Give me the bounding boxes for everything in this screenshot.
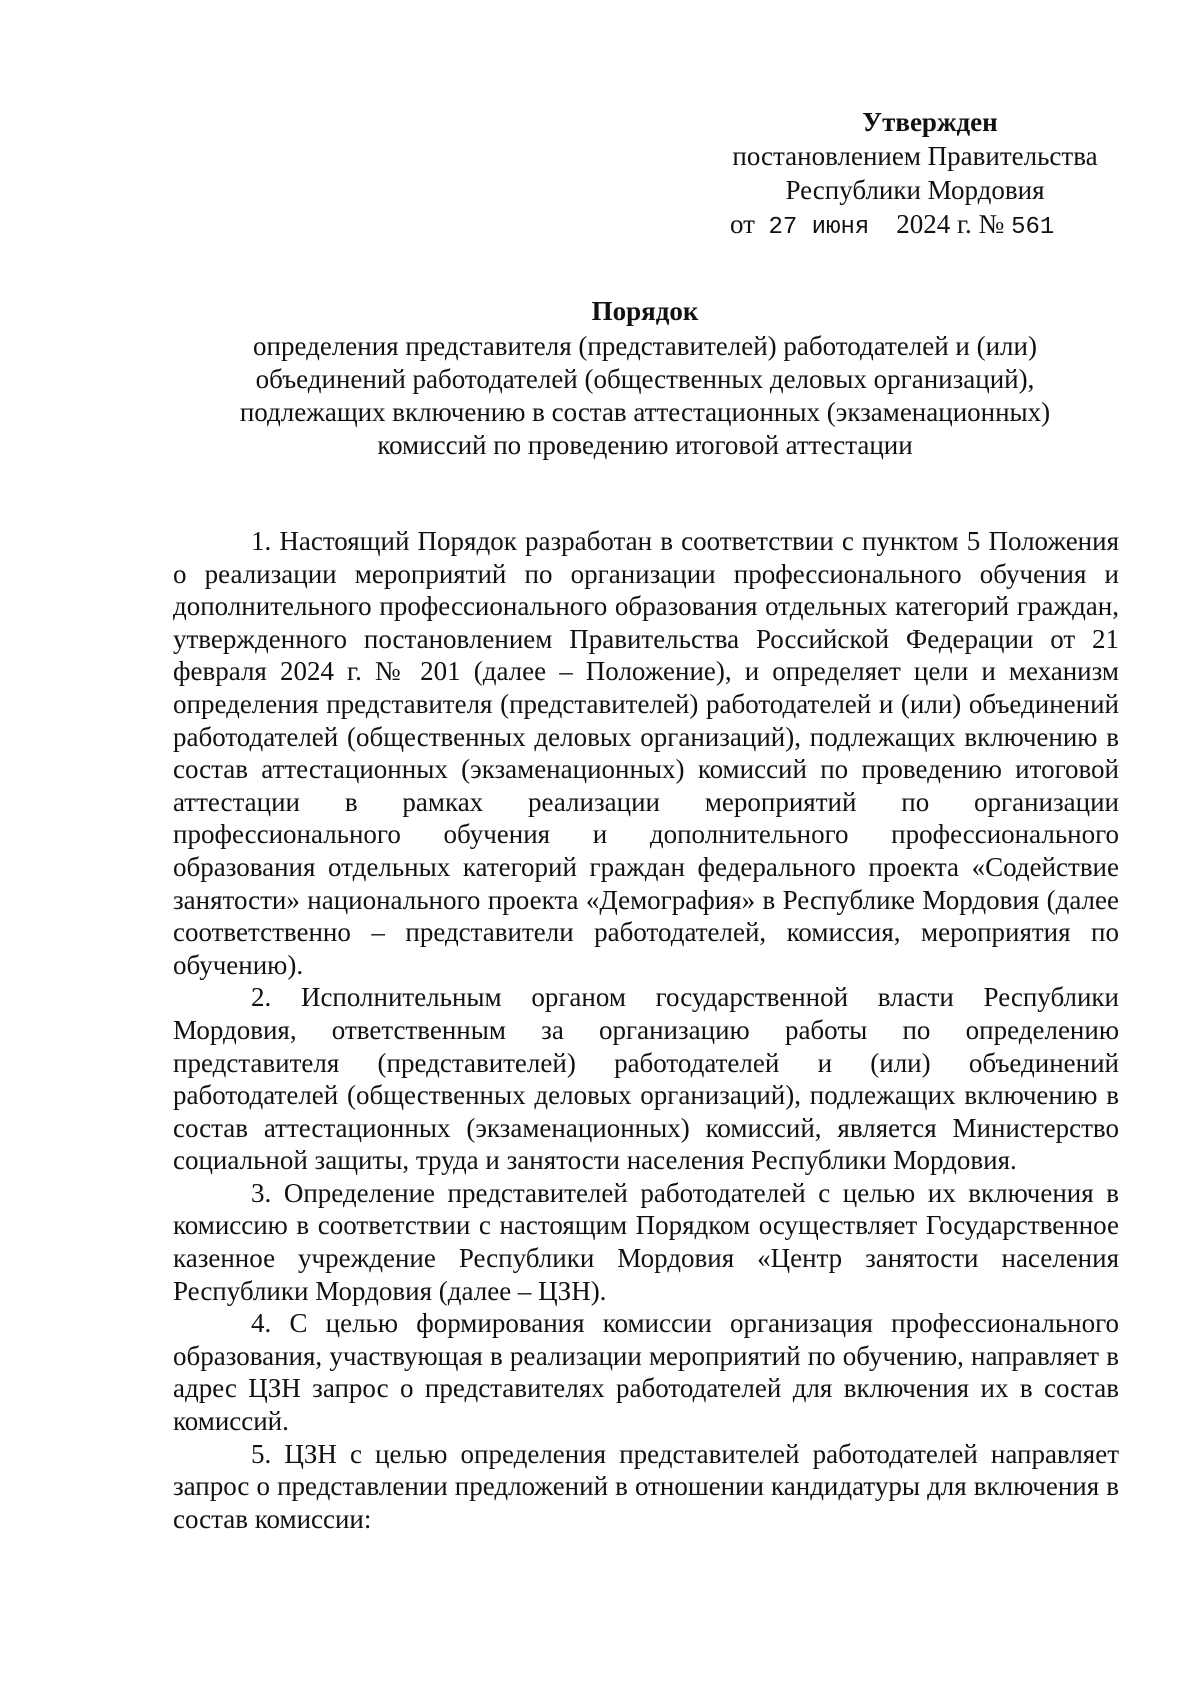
document-subtitle-line: подлежащих включению в состав аттестационных (экзаменационных) — [239, 397, 1051, 427]
document-heading — [170, 295, 1120, 462]
document-subtitle-line: комиссий по проведению итоговой аттестации — [377, 430, 913, 460]
approval-stamp — [700, 105, 1130, 245]
approval-date-line — [700, 207, 1130, 245]
date-prefix: от — [730, 209, 755, 239]
document-body — [173, 525, 1119, 1535]
approval-title: Утвержден — [862, 107, 998, 137]
paragraph-5: 5. ЦЗН с целью определения представителей работодателей направляет запрос о представлении предложений в отношении кандидатуры для включения в состав комиссии: — [173, 1438, 1119, 1534]
paragraph-1: 1. Настоящий Порядок разработан в соответствии с пунктом 5 Положения о реализации мероприятий по организации профессионального обучения и дополнительного профессионального образования отдельных категорий граждан, утвержденного постановлением Правительства Российской Федерации от 21 февраля 2024 г. № 201 (далее – Положение), и определяет цели и механизм определения представителя (представителей) работодателей и (или) объединений работодателей (общественных деловых организаций), подлежащих включению в состав аттестационных (экзаменационных) комиссий по проведению итоговой аттестации в рамках реализации мероприятий по организации профессионального обучения и дополнительного профессионального образования отдельных категорий граждан федерального проекта «Содействие занятости» национального проекта «Демография» в Республике Мордовия (далее соответственно – представители работодателей, комиссия, мероприятия по обучению). — [173, 526, 1119, 980]
document-title: Порядок — [591, 296, 699, 326]
date-year: 2024 г. № — [896, 209, 1005, 239]
document-number: 561 — [1011, 214, 1055, 241]
paragraph-4: 4. С целью формирования комиссии организация профессионального образования, участвующая в реализации мероприятий по обучению, направляет в адрес ЦЗН запрос о представителях работодателей для включения их в состав комиссий. — [173, 1308, 1119, 1437]
paragraph-3: 3. Определение представителей работодателей с целью их включения в комиссию в соответствии с настоящим Порядком осуществляет Государственное казенное учреждение Республики Мордовия «Центр занятости населения Республики Мордовия (далее – ЦЗН). — [173, 1177, 1119, 1306]
approval-line-1: постановлением Правительства — [732, 141, 1098, 171]
paragraph-2: 2. Исполнительным органом государственной власти Республики Мордовия, ответственным за организацию работы по определению представителя (представителей) работодателей и (или) объединений работодателей (общественных деловых организаций), подлежащих включению в состав аттестационных (экзаменационных) комиссий, является Министерство социальной защиты, труда и занятости населения Республики Мордовия. — [173, 982, 1119, 1176]
date-day-month: 27 июня — [768, 214, 870, 241]
approval-line-2: Республики Мордовия — [785, 175, 1045, 205]
document-subtitle-line: объединений работодателей (общественных деловых организаций), — [255, 364, 1035, 394]
document-subtitle-line: определения представителя (представителей) работодателей и (или) — [253, 331, 1037, 361]
